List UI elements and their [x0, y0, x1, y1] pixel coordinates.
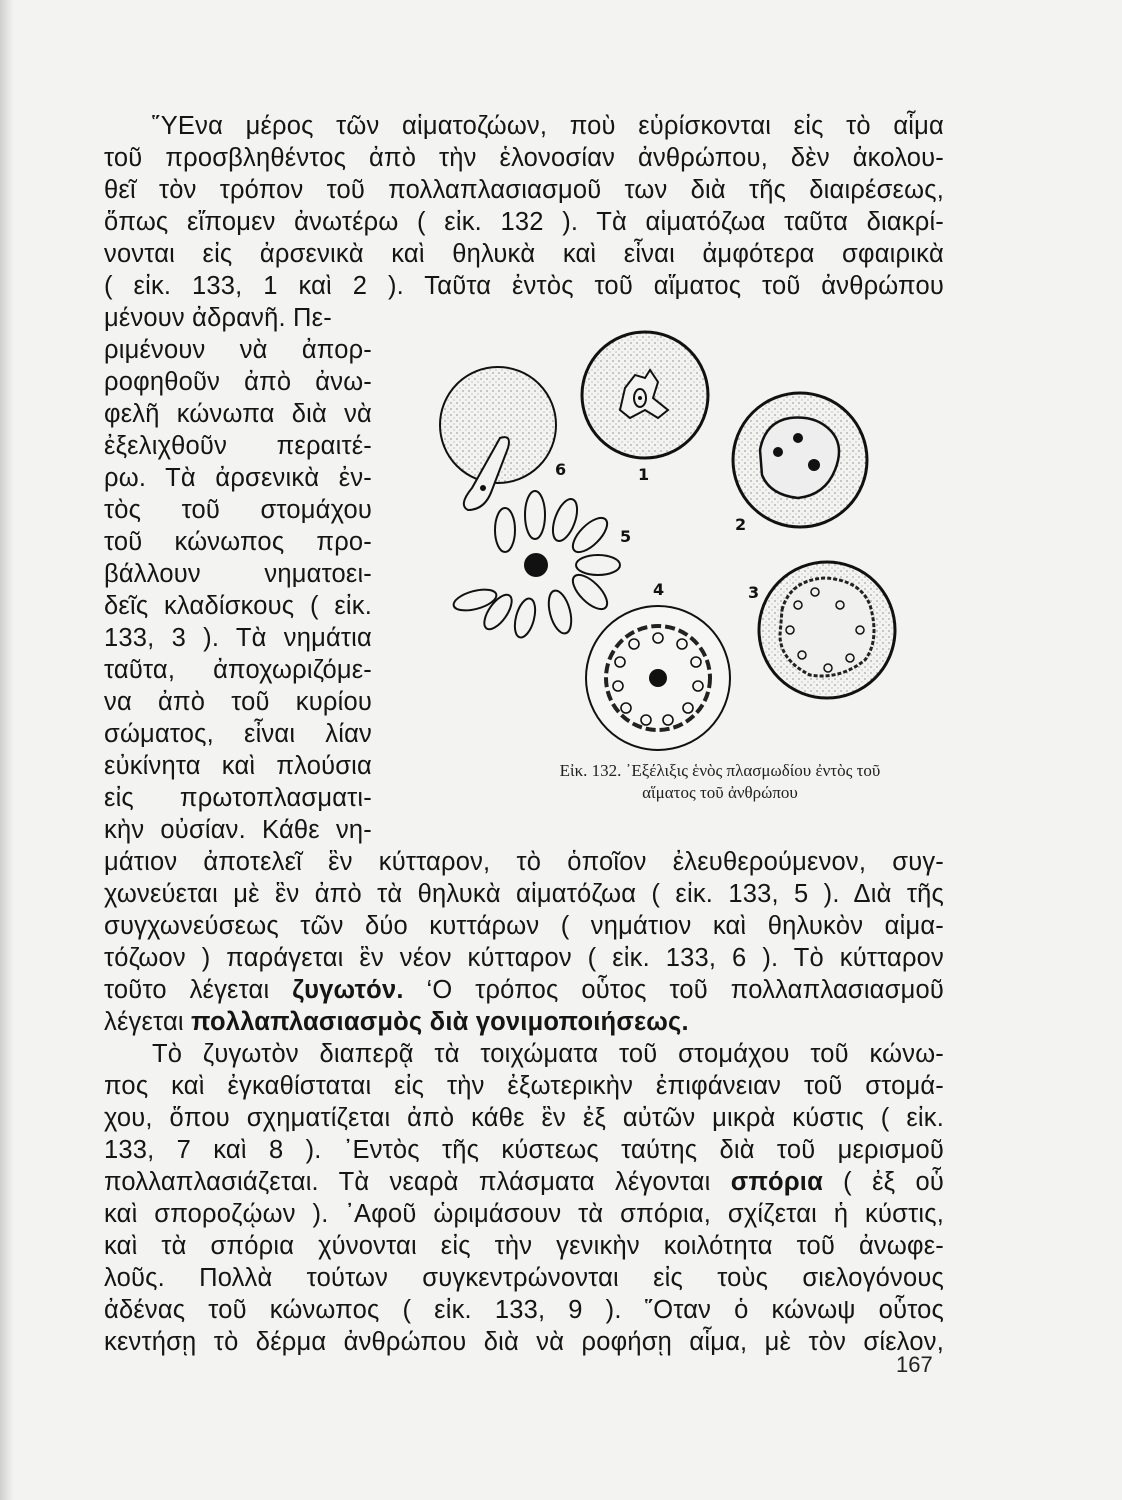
- text-line: [104, 1166, 944, 1198]
- figure-caption: [500, 760, 940, 804]
- text-run: ( ἐξ οὗ: [822, 1168, 944, 1196]
- term-fertilization: πολλαπλασιασμὸς διὰ γονιμοποιήσεως.: [191, 1008, 689, 1036]
- cell-3-schizont: [759, 562, 895, 698]
- cell-4-segmenter: [586, 606, 730, 750]
- figure-label-5: 5: [620, 527, 632, 546]
- text-line: δεῖς κλαδίσκους ( εἰκ.: [104, 592, 372, 620]
- cell-5-merozoites: [451, 491, 620, 640]
- page-number: 167: [896, 1352, 933, 1377]
- text-line: πος καὶ ἐγκαθίσταται εἰς τὴν ἐξωτερικὴν ἐπιφάνειαν τοῦ στομά-: [104, 1072, 944, 1100]
- text-line: ταῦτα, ἀποχωριζόμε-: [104, 656, 372, 684]
- text-line: χου, ὅπου σχηματίζεται ἀπὸ κάθε ἓν ἐξ αὐτῶν μικρὰ κύστις ( εἰκ.: [104, 1104, 944, 1132]
- term-sporia: σπόρια: [730, 1168, 823, 1196]
- text-line: ὅπως εἴπομεν ἀνωτέρω ( εἰκ. 132 ). Τὰ αἱματόζωα ταῦτα διακρί-: [104, 208, 944, 236]
- plasmodium-figure: [420, 330, 960, 760]
- figure-label-2: 2: [735, 515, 747, 534]
- figure-label-4: 4: [653, 580, 665, 599]
- text-run: πολλαπλασιάζεται. Τὰ νεαρὰ πλάσματα λέγονται: [104, 1168, 731, 1196]
- text-line: τοῦ προσβληθέντος ἀπὸ τὴν ἑλονοσίαν ἀνθρώπου, δὲν ἀκολου-: [104, 144, 944, 172]
- text-line: εἰς πρωτοπλασματι-: [104, 784, 372, 812]
- text-line: συγχωνεύσεως τῶν δύο κυττάρων ( νημάτιον καὶ θηλυκὸν αἱμα-: [104, 912, 944, 940]
- text-line: εὐκίνητα καὶ πλούσια: [104, 752, 372, 780]
- cell-2-gametocyte: [733, 393, 867, 527]
- text-run: ‘Ο τρόπος οὗτος τοῦ πολλαπλασιασμοῦ: [403, 976, 944, 1004]
- text-line: ( εἰκ. 133, 1 καὶ 2 ). Ταῦτα ἐντὸς τοῦ αἵματος τοῦ ἀνθρώπου: [104, 272, 944, 300]
- text-line: τόζωον ) παράγεται ἓν νέον κύτταρον ( εἰκ. 133, 6 ). Τὸ κύτταρον: [104, 944, 944, 972]
- book-spine-shadow: [0, 0, 14, 1500]
- caption-line: Εἰκ. 132. ᾿Εξέλιξις ἑνὸς πλασμωδίου ἐντὸς τοῦ: [559, 761, 881, 780]
- text-line: θεῖ τὸν τρόπον τοῦ πολλαπλασιασμοῦ των διὰ τῆς διαιρέσεως,: [104, 176, 944, 204]
- text-line: ρω. Τὰ ἀρσενικὰ ἐν-: [104, 464, 372, 492]
- text-line: [104, 1006, 689, 1038]
- text-line: βάλλουν νηματοει-: [104, 560, 372, 588]
- caption-line: αἵματος τοῦ ἀνθρώπου: [642, 783, 798, 802]
- text-line: νονται εἰς ἀρσενικὰ καὶ θηλυκὰ καὶ εἶναι ἀμφότερα σφαιρικὰ: [104, 240, 944, 268]
- text-line: ἀδένας τοῦ κώνωπος ( εἰκ. 133, 9 ). ῞Οταν ὁ κώνωψ οὗτος: [104, 1296, 944, 1324]
- text-line: χωνεύεται μὲ ἓν ἀπὸ τὰ θηλυκὰ αἱματόζωα ( εἰκ. 133, 5 ). Διὰ τῆς: [104, 880, 944, 908]
- text-line: λοῦς. Πολλὰ τούτων συγκεντρώνονται εἰς τοὺς σιελογόνους: [104, 1264, 944, 1292]
- figure-label-1: 1: [638, 465, 650, 484]
- figure-label-3: 3: [748, 583, 760, 602]
- text-line: Τὸ ζυγωτὸν διαπερᾷ τὰ τοιχώματα τοῦ στομάχου τοῦ κώνω-: [152, 1040, 944, 1068]
- term-zygote: ζυγωτόν.: [292, 976, 404, 1004]
- text-run: λέγεται: [104, 1008, 192, 1036]
- text-line: 133, 3 ). Τὰ νημάτια: [104, 624, 372, 652]
- text-line: [104, 974, 944, 1006]
- text-line: να ἀπὸ τοῦ κυρίου: [104, 688, 372, 716]
- text-run: τοῦτο λέγεται: [104, 976, 293, 1004]
- text-line: καὶ τὰ σπόρια χύνονται εἰς τὴν γενικὴν κοιλότητα τοῦ ἀνωφε-: [104, 1232, 944, 1260]
- text-line: καὶ σποροζῴων ). ᾿Αφοῦ ὡριμάσουν τὰ σπόρια, σχίζεται ἡ κύστις,: [104, 1200, 944, 1228]
- figure-label-6: 6: [555, 460, 567, 479]
- text-line: ριμένουν νὰ ἀπορ-: [104, 336, 372, 364]
- text-line: τοῦ κώνωπος προ-: [104, 528, 372, 556]
- text-line: σώματος, εἶναι λίαν: [104, 720, 372, 748]
- cell-1-trophozoite: [582, 332, 708, 458]
- text-line: ἐξελιχθοῦν περαιτέ-: [104, 432, 372, 460]
- text-line: ροφηθοῦν ἀπὸ ἀνω-: [104, 368, 372, 396]
- text-line: ὝΕνα μέρος τῶν αἱματοζώων, ποὺ εὑρίσκονται εἰς τὸ αἷμα: [152, 112, 944, 140]
- text-line: 133, 7 καὶ 8 ). ᾿Εντὸς τῆς κύστεως ταύτης διὰ τοῦ μερισμοῦ: [104, 1136, 944, 1164]
- text-line: τὸς τοῦ στομάχου: [104, 496, 372, 524]
- text-line: μένουν ἀδρανῆ. Πε-: [104, 304, 332, 332]
- text-line: κὴν οὐσίαν. Κάθε νη-: [104, 816, 372, 844]
- text-line: μάτιον ἀποτελεῖ ἓν κύτταρον, τὸ ὁποῖον ἐλευθερούμενον, συγ-: [104, 848, 944, 876]
- text-line: φελῆ κώνωπα διὰ νὰ: [104, 400, 372, 428]
- cell-6-fusion: [440, 367, 556, 510]
- text-line: κεντήσῃ τὸ δέρμα ἀνθρώπου διὰ νὰ ροφήσῃ αἷμα, μὲ τὸν σίελον,: [104, 1328, 944, 1356]
